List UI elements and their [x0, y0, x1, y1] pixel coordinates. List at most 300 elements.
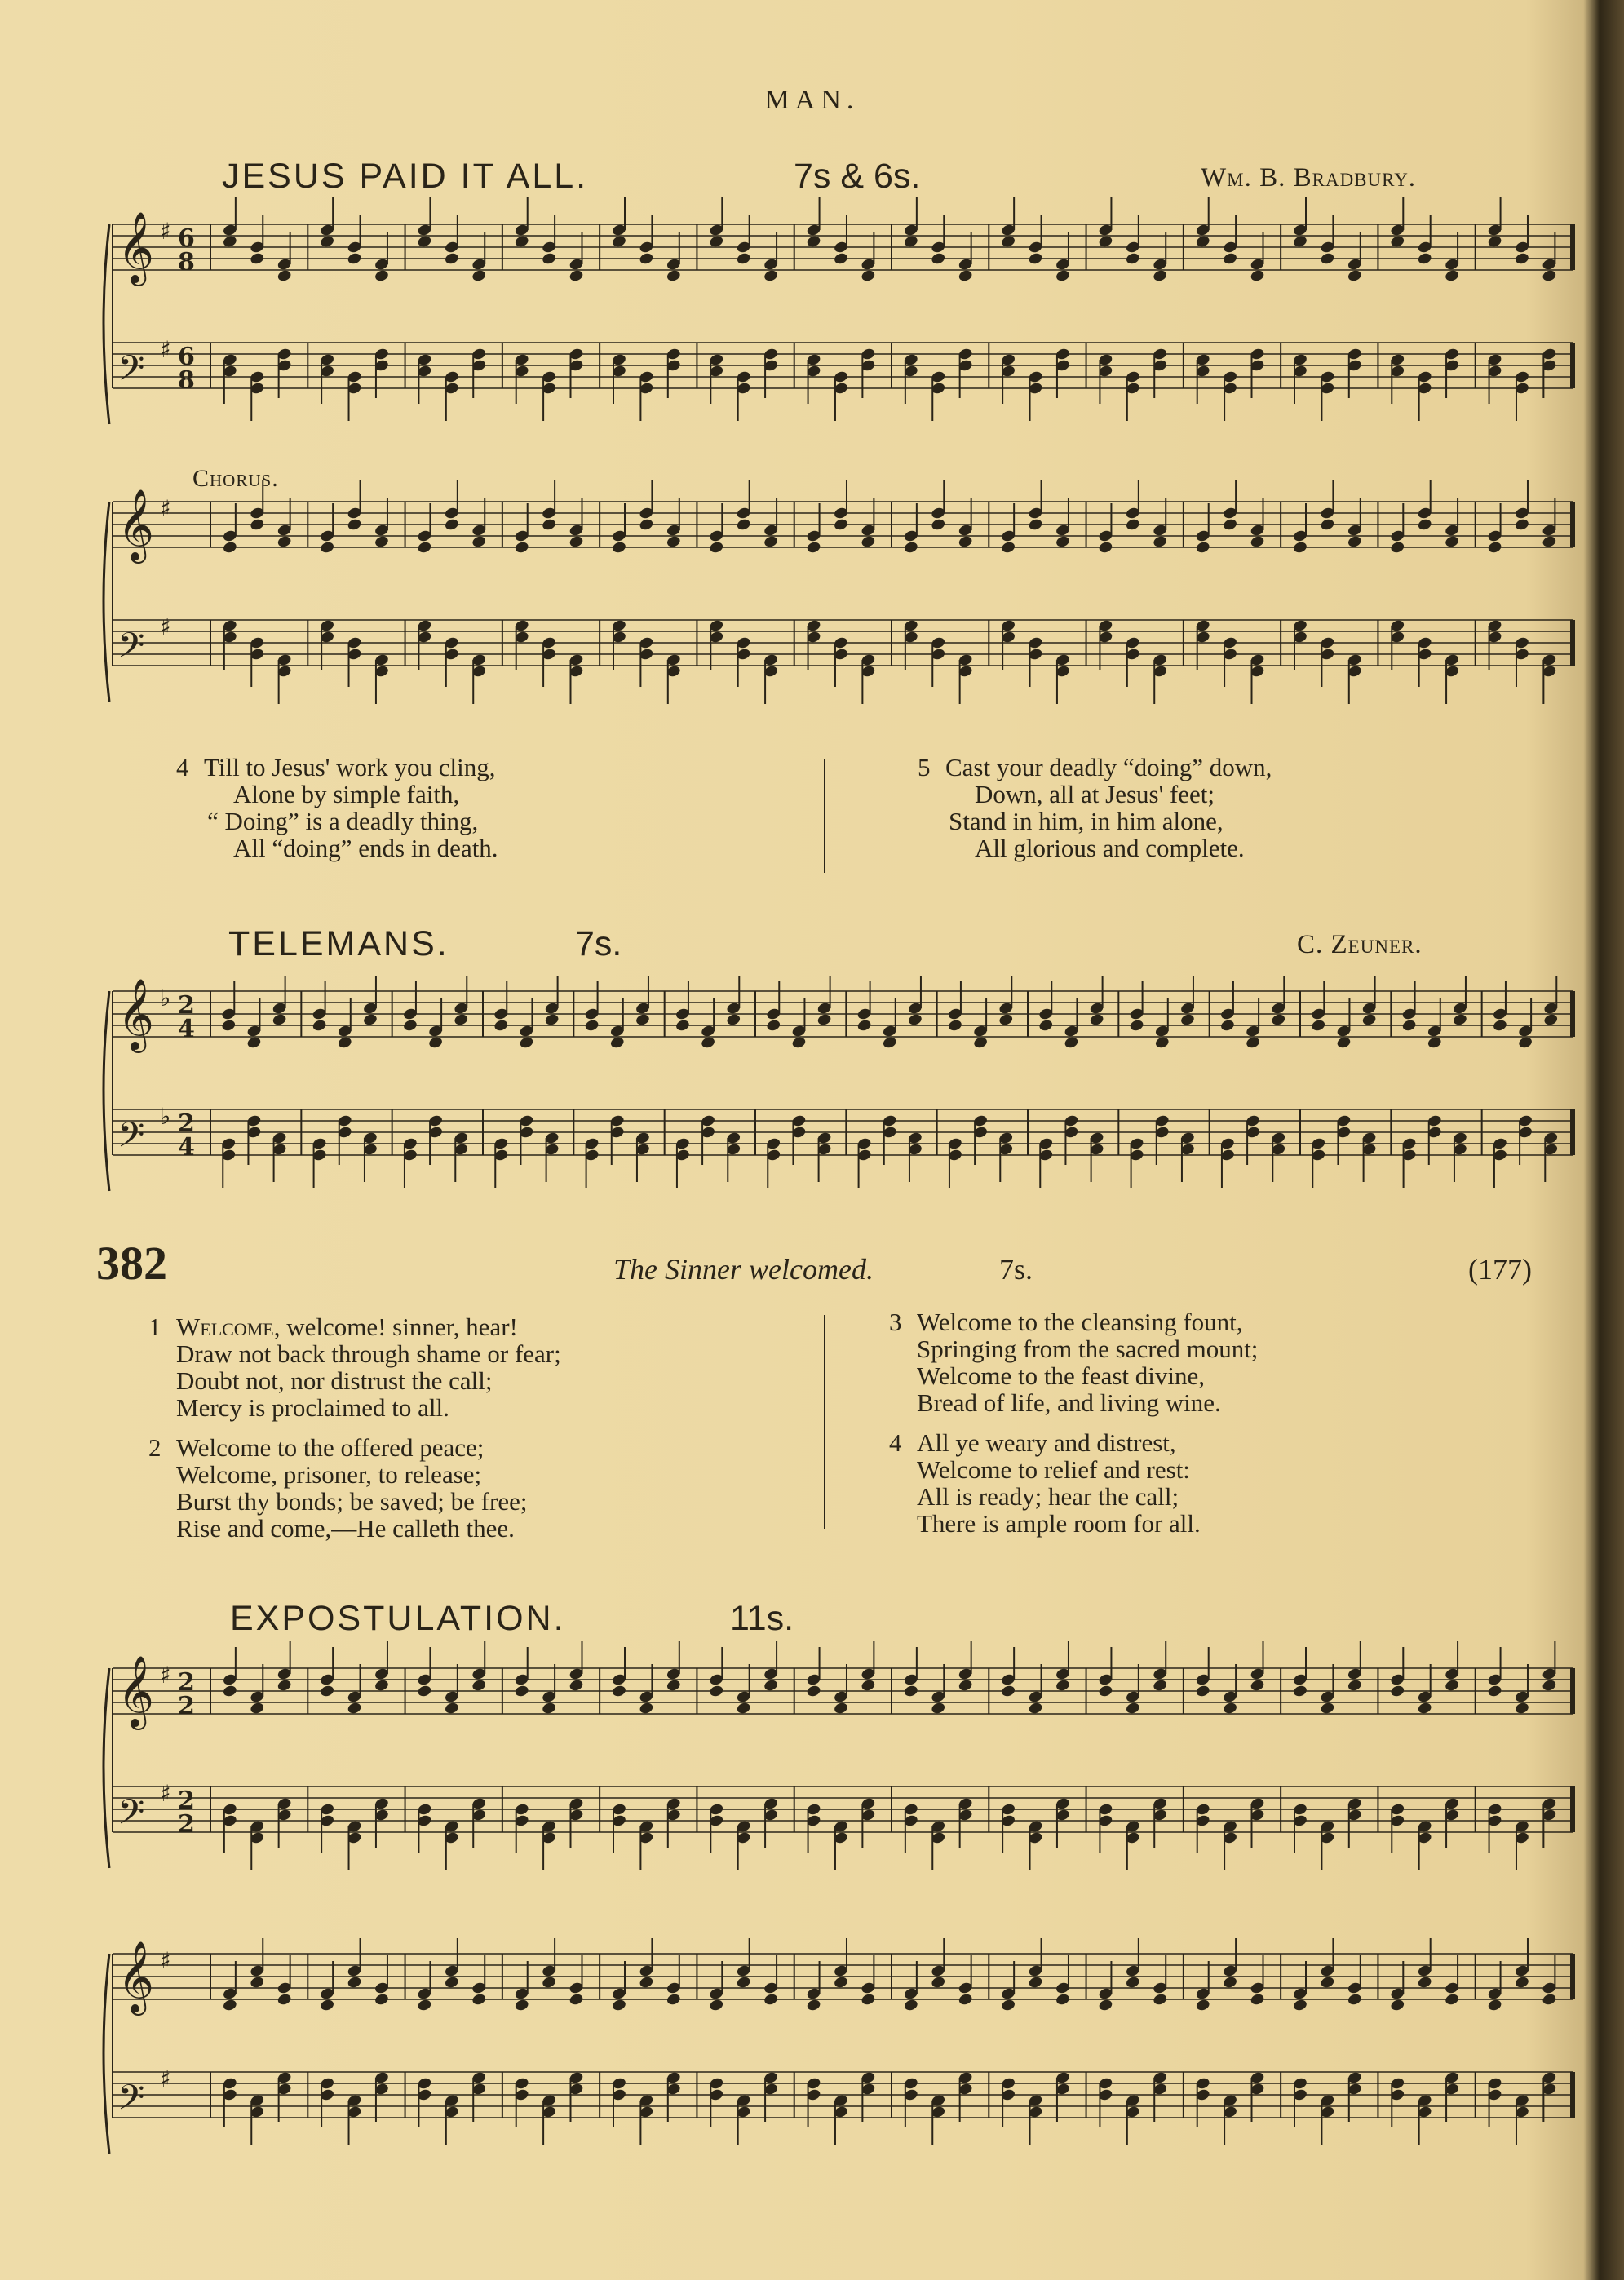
stanza-3-welcome [889, 1308, 1258, 1416]
note-head [1098, 1999, 1113, 2012]
key-signature-icon: ♭ [160, 1103, 171, 1130]
time-signature-top: 2 [178, 1109, 195, 1138]
note-head [471, 535, 487, 549]
stanza-4-welcome [889, 1429, 1201, 1537]
note-head [1153, 269, 1168, 283]
stanza-1-welcome [148, 1313, 561, 1421]
note-head [1417, 1976, 1432, 1990]
stanza-line: Alone by simple faith, [233, 780, 460, 808]
note-head [493, 1019, 509, 1033]
note-head [337, 1036, 352, 1050]
note-head [542, 1976, 557, 1990]
note-head [320, 1999, 335, 2012]
note-head [666, 1679, 681, 1693]
note-head [444, 252, 459, 266]
note-head [277, 269, 292, 283]
tune-title-telemans: TELEMANS. [228, 924, 449, 963]
note-head [1514, 518, 1529, 532]
note-head [374, 535, 389, 549]
note-head [1064, 1036, 1079, 1050]
note-head [1514, 1976, 1529, 1990]
note-head [861, 1679, 876, 1693]
music-system-telemans [90, 975, 1566, 1228]
treble-clef-icon: 𝄞 [117, 977, 154, 1050]
time-signature-bottom: 8 [178, 366, 195, 395]
note-head [903, 1999, 918, 2012]
note-head [542, 518, 557, 532]
treble-clef-icon: 𝄞 [117, 210, 154, 283]
note-head [417, 1999, 432, 2012]
note-head [1153, 535, 1168, 549]
note-head [763, 269, 779, 283]
note-head [428, 1036, 444, 1050]
note-head [1153, 1993, 1168, 2007]
note-head [609, 1036, 625, 1050]
stanza-line: Till to Jesus' work you cling, [204, 753, 496, 781]
note-head [1401, 1019, 1417, 1033]
stanza-line: Cast your deadly “doing” down, [945, 753, 1272, 781]
note-head [1445, 1679, 1460, 1693]
note-head [1001, 235, 1016, 249]
stanza-line: Welcome to relief and rest: [917, 1455, 1190, 1484]
note-head [1347, 1993, 1362, 2007]
note-head [454, 1013, 469, 1027]
composer-zeuner: C. Zeuner. [1297, 930, 1423, 959]
note-head [277, 1993, 292, 2007]
note-head [882, 1036, 897, 1050]
note-head [1154, 1036, 1170, 1050]
note-head [1487, 235, 1502, 249]
note-head [1195, 1685, 1210, 1698]
note-head [958, 1679, 973, 1693]
tune-title-expostulation: EXPOSTULATION. [230, 1599, 566, 1638]
note-head [1195, 1999, 1210, 2012]
note-head [417, 235, 432, 249]
note-head [1390, 235, 1405, 249]
note-head [639, 1976, 654, 1990]
note-head [277, 1679, 292, 1693]
note-head [250, 1976, 265, 1990]
note-head [833, 1976, 848, 1990]
note-head [861, 1993, 876, 2007]
note-head [1347, 535, 1362, 549]
note-head [639, 252, 654, 266]
staff-brace [104, 224, 109, 424]
stanza-line: All glorious and complete. [975, 834, 1245, 862]
stanza-line: Springing from the sacred mount; [917, 1335, 1259, 1363]
note-head [998, 1013, 1014, 1027]
note-head [347, 1976, 362, 1990]
note-head [1055, 1679, 1070, 1693]
note-head [362, 1013, 378, 1027]
note-head [272, 1013, 287, 1027]
note-head [1292, 541, 1308, 555]
note-head [1001, 1685, 1016, 1698]
note-head [958, 1993, 973, 2007]
stanza-line: Stand in him, in him alone, [949, 807, 1224, 835]
note-head [1098, 1685, 1113, 1698]
bass-clef-icon: 𝄢 [117, 2078, 145, 2127]
time-signature-top: 2 [178, 1668, 195, 1697]
note-head [709, 541, 724, 555]
note-head [1223, 1976, 1238, 1990]
note-head [1028, 518, 1043, 532]
note-head [1055, 269, 1070, 283]
stanza-number: 4 [176, 753, 189, 781]
note-head [1492, 1019, 1507, 1033]
note-head [1001, 1999, 1016, 2012]
note-head [903, 541, 918, 555]
note-head [1219, 1019, 1235, 1033]
time-signature-top: 6 [178, 343, 195, 371]
note-head [1336, 1036, 1352, 1050]
note-head [1427, 1036, 1442, 1050]
music-system-expostulation-2 [90, 1937, 1566, 2182]
note-head [417, 541, 432, 555]
note-head [639, 518, 654, 532]
note-head [726, 1013, 741, 1027]
note-head [471, 1679, 487, 1693]
note-head [816, 1013, 832, 1027]
time-signature-top: 2 [178, 991, 195, 1020]
note-head [222, 541, 237, 555]
note-head [569, 1993, 584, 2007]
note-head [1445, 1993, 1460, 2007]
hymn-meter: 7s. [999, 1253, 1033, 1286]
time-signature-bottom: 2 [178, 1810, 195, 1839]
note-head [736, 518, 751, 532]
stanza-line: All is ready; hear the call; [917, 1482, 1179, 1511]
note-head [1320, 1976, 1335, 1990]
hymn-number: 382 [96, 1237, 167, 1290]
note-head [471, 269, 487, 283]
stanza-line: All “doing” ends in death. [233, 834, 498, 862]
note-head [444, 1702, 459, 1716]
stanza-5-jesus [918, 754, 1272, 861]
note-head [1292, 1999, 1308, 2012]
note-head [958, 269, 973, 283]
time-signature-top: 2 [178, 1786, 195, 1815]
stanza-line: There is ample room for all. [917, 1509, 1201, 1538]
note-head [347, 1702, 362, 1716]
tune-title-jesus-paid-it-all: JESUS PAID IT ALL. [222, 157, 589, 196]
note-head [1417, 1702, 1432, 1716]
note-head [1518, 1036, 1533, 1050]
note-head [833, 1702, 848, 1716]
bass-clef-icon: 𝄢 [117, 348, 145, 397]
meter-telemans: 7s. [575, 924, 622, 963]
note-head [611, 541, 626, 555]
note-head [417, 1685, 432, 1698]
note-head [347, 518, 362, 532]
key-signature-icon: ♯ [160, 495, 171, 522]
note-head [907, 1013, 923, 1027]
note-head [1125, 518, 1140, 532]
note-head [666, 535, 681, 549]
note-head [675, 1019, 690, 1033]
note-head [514, 1999, 529, 2012]
note-head [542, 1702, 557, 1716]
key-signature-icon: ♯ [160, 1662, 171, 1689]
time-signature-bottom: 8 [178, 248, 195, 277]
note-head [806, 235, 821, 249]
note-head [1001, 541, 1016, 555]
stanza-line: Welcome to the offered peace; [176, 1433, 485, 1462]
key-signature-icon: ♯ [160, 2065, 171, 2092]
note-head [1292, 235, 1308, 249]
note-head [736, 1976, 751, 1990]
note-head [763, 535, 779, 549]
stanza-line: Burst thy bonds; be saved; be free; [176, 1487, 528, 1516]
stanza-line: Bread of life, and living wine. [917, 1388, 1221, 1417]
composer-bradbury: Wm. B. Bradbury. [1201, 163, 1417, 193]
music-system-expostulation-1 [90, 1652, 1566, 1897]
note-head [1028, 1702, 1043, 1716]
stanza-number: 4 [889, 1428, 902, 1457]
note-head [544, 1013, 560, 1027]
note-head [1089, 1013, 1104, 1027]
note-head [766, 1019, 781, 1033]
note-head [903, 235, 918, 249]
note-head [250, 252, 265, 266]
stanza-line: All ye weary and distrest, [917, 1428, 1176, 1457]
staff-brace [104, 1954, 109, 2154]
note-head [791, 1036, 807, 1050]
note-head [312, 1019, 327, 1033]
stanza-number: 1 [148, 1313, 162, 1341]
note-head [320, 1685, 335, 1698]
note-head [1347, 269, 1362, 283]
note-head [666, 269, 681, 283]
note-head [1542, 269, 1557, 283]
treble-clef-icon: 𝄞 [117, 488, 154, 560]
note-head [542, 252, 557, 266]
note-head [611, 1685, 626, 1698]
bass-clef-icon: 𝄢 [117, 626, 145, 675]
note-head [973, 1036, 989, 1050]
note-head [856, 1019, 872, 1033]
note-head [1271, 1013, 1286, 1027]
note-head [1542, 1993, 1557, 2007]
music-system-jesus-paid-it-all-2 [90, 485, 1566, 730]
note-head [569, 535, 584, 549]
note-head [1514, 252, 1529, 266]
stanza-line: welcome! sinner, hear! [286, 1313, 518, 1341]
note-head [320, 235, 335, 249]
treble-clef-icon: 𝄞 [117, 1940, 154, 2012]
stanza-line: “ Doing” is a deadly thing, [207, 807, 479, 835]
note-head [666, 1993, 681, 2007]
note-head [931, 518, 946, 532]
time-signature-bottom: 4 [178, 1015, 195, 1043]
note-head [402, 1019, 418, 1033]
key-signature-icon: ♯ [160, 218, 171, 245]
note-head [1129, 1019, 1144, 1033]
note-head [1195, 541, 1210, 555]
note-head [701, 1036, 716, 1050]
note-head [958, 535, 973, 549]
note-head [221, 1019, 237, 1033]
stanza-number: 5 [918, 753, 931, 781]
note-head [1055, 535, 1070, 549]
note-head [861, 269, 876, 283]
note-head [1417, 252, 1432, 266]
stanza-2-welcome [148, 1434, 527, 1542]
stanza-line: Mercy is proclaimed to all. [176, 1393, 449, 1422]
note-head [931, 1702, 946, 1716]
note-head [611, 235, 626, 249]
note-head [374, 1993, 389, 2007]
staff-brace [104, 502, 109, 702]
meter-jesus-paid-it-all: 7s & 6s. [794, 157, 921, 196]
note-head [1542, 1679, 1557, 1693]
note-head [833, 518, 848, 532]
note-head [709, 1685, 724, 1698]
note-head [1487, 541, 1502, 555]
note-head [1311, 1019, 1326, 1033]
note-head [320, 541, 335, 555]
note-head [514, 541, 529, 555]
note-head [222, 1999, 237, 2012]
note-head [1320, 252, 1335, 266]
note-head [277, 535, 292, 549]
running-head: MAN. [764, 85, 860, 115]
note-head [931, 1976, 946, 1990]
stanza-number: 3 [889, 1308, 902, 1336]
note-head [1417, 518, 1432, 532]
note-head [1445, 535, 1460, 549]
note-head [1055, 1993, 1070, 2007]
note-head [1223, 518, 1238, 532]
staff-brace [104, 991, 109, 1191]
note-head [569, 1679, 584, 1693]
note-head [611, 1999, 626, 2012]
note-head [1390, 1999, 1405, 2012]
stanza-line: Doubt not, nor distrust the call; [176, 1366, 493, 1395]
time-signature-bottom: 4 [178, 1133, 195, 1162]
stanza-line: Welcome to the feast divine, [917, 1361, 1206, 1390]
note-head [374, 269, 389, 283]
note-head [1195, 235, 1210, 249]
note-head [736, 1702, 751, 1716]
key-signature-icon: ♯ [160, 1947, 171, 1974]
note-head [931, 252, 946, 266]
note-head [1098, 541, 1113, 555]
note-head [1543, 1013, 1559, 1027]
time-signature-top: 6 [178, 224, 195, 253]
note-head [1250, 1993, 1265, 2007]
note-head [246, 1036, 262, 1050]
note-head [763, 1993, 779, 2007]
note-head [947, 1019, 962, 1033]
note-head [1452, 1013, 1467, 1027]
stanza-divider [824, 1315, 825, 1529]
note-head [635, 1013, 650, 1027]
key-signature-icon: ♯ [160, 336, 171, 363]
note-head [1292, 1685, 1308, 1698]
note-head [1542, 535, 1557, 549]
note-head [1179, 1013, 1195, 1027]
stanza-line: Rise and come,—He calleth thee. [176, 1514, 515, 1543]
note-head [806, 1685, 821, 1698]
note-head [250, 518, 265, 532]
note-head [1028, 252, 1043, 266]
treble-clef-icon: 𝄞 [117, 1654, 154, 1727]
note-head [736, 252, 751, 266]
note-head [250, 1702, 265, 1716]
note-head [444, 518, 459, 532]
bass-clef-icon: 𝄢 [117, 1115, 145, 1164]
note-head [1320, 1702, 1335, 1716]
note-head [709, 235, 724, 249]
note-head [1125, 252, 1140, 266]
note-head [1390, 541, 1405, 555]
note-head [1320, 518, 1335, 532]
stanza-line: Down, all at Jesus' feet; [975, 780, 1215, 808]
note-head [1125, 1976, 1140, 1990]
key-signature-icon: ♯ [160, 613, 171, 640]
note-head [1487, 1999, 1502, 2012]
note-head [1445, 269, 1460, 283]
note-head [569, 269, 584, 283]
stanza-4-jesus [176, 754, 498, 861]
note-head [1028, 1976, 1043, 1990]
note-head [1390, 1685, 1405, 1698]
time-signature-bottom: 2 [178, 1692, 195, 1720]
note-head [1250, 1679, 1265, 1693]
key-signature-icon: ♭ [160, 985, 171, 1012]
note-head [444, 1976, 459, 1990]
note-head [903, 1685, 918, 1698]
staff-brace [104, 1668, 109, 1868]
note-head [1223, 1702, 1238, 1716]
note-head [1153, 1679, 1168, 1693]
note-head [1246, 1036, 1261, 1050]
note-head [763, 1679, 779, 1693]
key-signature-icon: ♯ [160, 1780, 171, 1807]
note-head [1361, 1013, 1377, 1027]
note-head [374, 1679, 389, 1693]
bass-clef-icon: 𝄢 [117, 1792, 145, 1841]
note-head [806, 1999, 821, 2012]
note-head [709, 1999, 724, 2012]
note-head [514, 1685, 529, 1698]
note-head [1098, 235, 1113, 249]
hymn-title: The Sinner welcomed. [613, 1253, 874, 1286]
chorus-label: Chorus. [192, 465, 279, 492]
stanza-line: Draw not back through shame or fear; [176, 1339, 561, 1368]
music-system-jesus-paid-it-all-1 [90, 208, 1566, 453]
stanza-first-word: Welcome, [176, 1313, 281, 1341]
note-head [1125, 1702, 1140, 1716]
note-head [471, 1993, 487, 2007]
note-head [1250, 535, 1265, 549]
note-head [861, 535, 876, 549]
note-head [806, 541, 821, 555]
note-head [1487, 1685, 1502, 1698]
note-head [639, 1702, 654, 1716]
note-head [1223, 252, 1238, 266]
note-head [222, 1685, 237, 1698]
note-head [1038, 1019, 1054, 1033]
note-head [1347, 1679, 1362, 1693]
page-number: (177) [1468, 1253, 1532, 1286]
note-head [514, 235, 529, 249]
stanza-line: Welcome, prisoner, to release; [176, 1460, 482, 1489]
stanza-number: 2 [148, 1433, 162, 1462]
note-head [584, 1019, 600, 1033]
stanza-divider [824, 759, 825, 873]
